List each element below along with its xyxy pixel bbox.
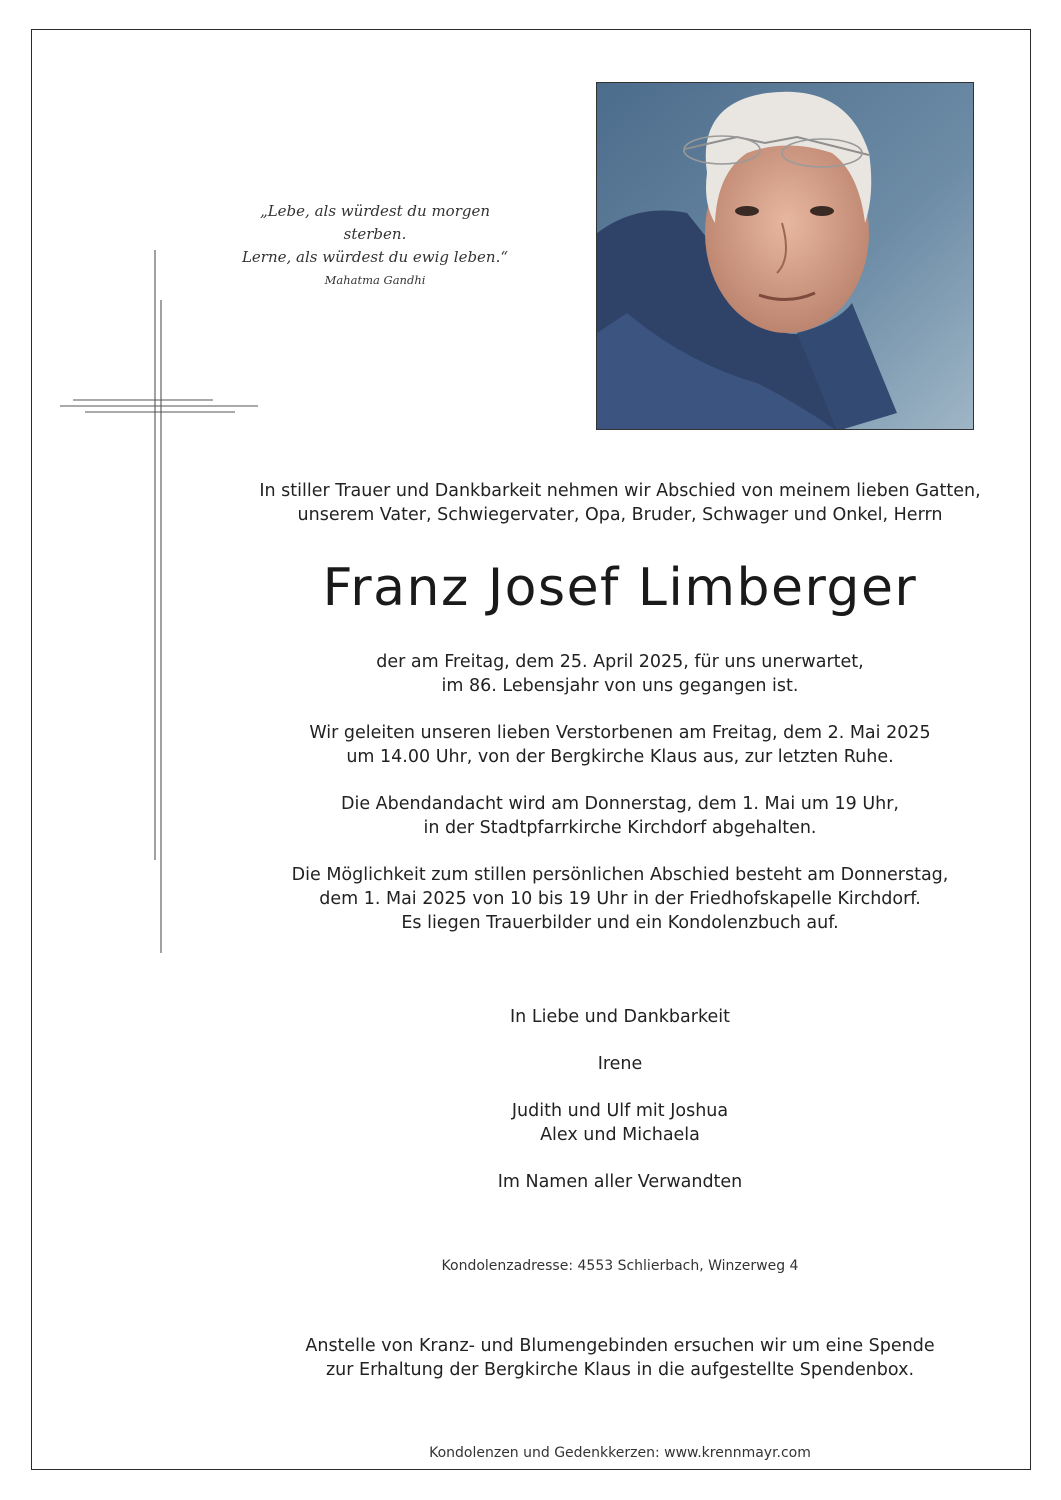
funeral-notice xyxy=(220,721,1020,769)
portrait-photo xyxy=(596,82,974,430)
quote-line-1: „Lebe, als würdest du morgen sterben. xyxy=(259,202,491,243)
quote-author: Mahatma Gandhi xyxy=(324,273,426,287)
mourners-closing: In Liebe und Dankbarkeit xyxy=(510,1007,730,1027)
deceased-name: Franz Josef Limberger xyxy=(322,558,918,618)
mourner-family-1: Judith und Ulf mit Joshua xyxy=(511,1101,729,1121)
farewell-line-2: dem 1. Mai 2025 von 10 bis 19 Uhr in der Friedhofskapelle Kirchdorf. xyxy=(319,889,921,909)
funeral-line-2: um 14.00 Uhr, von der Bergkirche Klaus aus, zur letzten Ruhe. xyxy=(346,747,894,767)
farewell-notice xyxy=(220,863,1020,935)
death-line-2: im 86. Lebensjahr von uns gegangen ist. xyxy=(441,676,799,696)
evening-prayer-notice xyxy=(220,792,1020,840)
intro-line-2: unserem Vater, Schwiegervater, Opa, Bruder, Schwager und Onkel, Herrn xyxy=(297,505,943,525)
footer-link: Kondolenzen und Gedenkkerzen: www.krennmayr.com xyxy=(429,1445,811,1461)
mourners-relatives: Im Namen aller Verwandten xyxy=(497,1172,743,1192)
farewell-line-1: Die Möglichkeit zum stillen persönlichen Abschied besteht am Donnerstag, xyxy=(291,865,949,885)
donation-notice xyxy=(220,1334,1020,1382)
mourner-spouse: Irene xyxy=(597,1054,643,1074)
funeral-line-1: Wir geleiten unseren lieben Verstorbenen am Freitag, dem 2. Mai 2025 xyxy=(309,723,931,743)
intro-line-1: In stiller Trauer und Dankbarkeit nehmen wir Abschied von meinem lieben Gatten, xyxy=(259,481,981,501)
intro-text xyxy=(220,479,1020,527)
death-notice xyxy=(220,650,1020,698)
donation-line-2: zur Erhaltung der Bergkirche Klaus in die aufgestellte Spendenbox. xyxy=(325,1360,915,1380)
condolence-address: Kondolenzadresse: 4553 Schlierbach, Winzerweg 4 xyxy=(441,1258,799,1274)
death-line-1: der am Freitag, dem 25. April 2025, für uns unerwartet, xyxy=(376,652,864,672)
quote-line-2: Lerne, als würdest du ewig leben.“ xyxy=(241,248,509,266)
donation-line-1: Anstelle von Kranz- und Blumengebinden ersuchen wir um eine Spende xyxy=(305,1336,935,1356)
mourners-family xyxy=(220,1099,1020,1147)
evening-prayer-line-1: Die Abendandacht wird am Donnerstag, dem 1. Mai um 19 Uhr, xyxy=(340,794,899,814)
mourner-family-2: Alex und Michaela xyxy=(540,1125,700,1145)
quote-block xyxy=(230,200,520,290)
farewell-line-3: Es liegen Trauerbilder und ein Kondolenzbuch auf. xyxy=(401,913,839,933)
evening-prayer-line-2: in der Stadtpfarrkirche Kirchdorf abgehalten. xyxy=(423,818,817,838)
